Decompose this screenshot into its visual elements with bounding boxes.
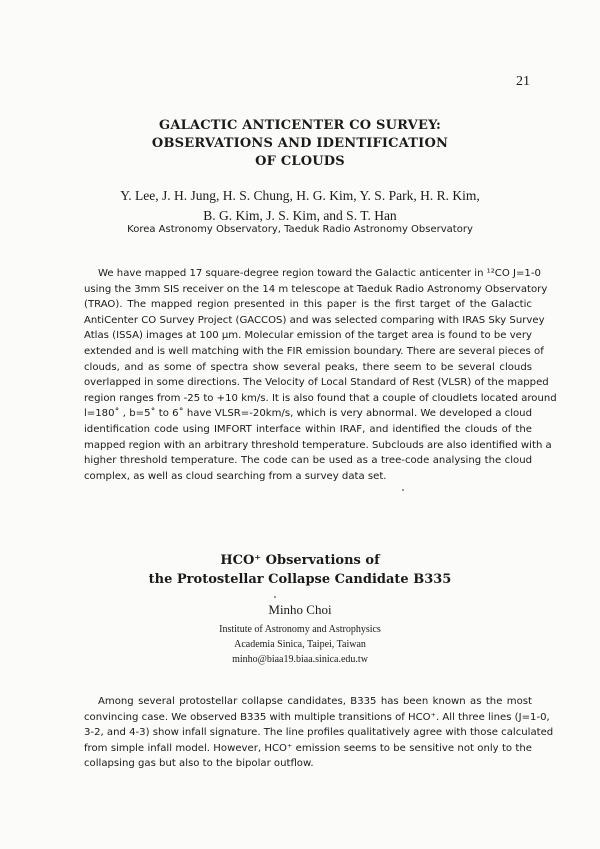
abstract-line: 3-2, and 4-3) show infall signature. The line profiles qualitatively agree with those calculated [84, 727, 554, 739]
paper2-title-line: HCO⁺ Observations of [220, 553, 380, 568]
abstract-line: extended and is well matching with the FIR emission boundary. There are several pieces of [84, 345, 544, 357]
abstract-line: convincing case. We observed B335 with multiple transitions of HCO⁺. All three lines (J=1-0, [84, 711, 550, 723]
abstract-line: higher threshold temperature. The code can be used as a tree-code analysing the cloud [84, 455, 532, 467]
abstract-line: (TRAO). The mapped region presented in this paper is the first target of the Galactic [84, 299, 532, 311]
abstract-line: clouds, and as some of spectra show several peaks, there seem to be several clouds [84, 361, 532, 373]
abstract-line: from simple infall model. However, HCO⁺ emission seems to be sensitive not only to the [84, 742, 532, 754]
paper1-affiliation: Korea Astronomy Observatory, Taeduk Radio Astronomy Observatory [127, 224, 473, 235]
abstract-line: Atlas (ISSA) images at 100 μm. Molecular emission of the target area is found to be very [84, 330, 532, 342]
paper2-title-line: the Protostellar Collapse Candidate B335 [148, 572, 452, 587]
abstract-line: collapsing gas but also to the bipolar outflow. [84, 758, 314, 770]
scan-speck [402, 489, 404, 491]
abstract-line: identification code using IMFORT interface within IRAF, and identified the clouds of the [84, 423, 532, 435]
paper2-affiliation [0, 622, 600, 667]
paper1-abstract [84, 266, 557, 484]
paper2-title [0, 551, 600, 589]
abstract-line: complex, as well as cloud searching from a survey data set. [84, 470, 387, 482]
paper1-title-line: OF CLOUDS [255, 154, 345, 169]
abstract-line: AntiCenter CO Survey Project (GACCOS) and was selected comparing with IRAS Sky Survey [84, 314, 545, 326]
paper2-email: minho@biaa19.biaa.sinica.edu.tw [232, 654, 368, 665]
abstract-line: region ranges from -25 to +10 km/s. It is also found that a couple of cloudlets located around [84, 392, 557, 404]
scan-speck [274, 596, 276, 598]
paper1-author-line: Y. Lee, J. H. Jung, H. S. Chung, H. G. Kim, Y. S. Park, H. R. Kim, [120, 188, 480, 203]
paper2-author: Minho Choi [268, 602, 332, 617]
abstract-line: mapped region with an arbitrary threshold temperature. Subclouds are also identified with a [84, 439, 552, 451]
paper1-title-line: OBSERVATIONS AND IDENTIFICATION [151, 136, 449, 151]
page-number: 21 [516, 74, 530, 89]
paper2-abstract [84, 694, 554, 772]
paper1-authors [0, 186, 600, 226]
abstract-line: l=180˚ , b=5˚ to 6˚ have VLSR=-20km/s, which is very abnormal. We developed a cloud [84, 408, 532, 420]
paper2-affiliation-line: Academia Sinica, Taipei, Taiwan [234, 639, 366, 650]
paper1-title-line: GALACTIC ANTICENTER CO SURVEY: [159, 118, 441, 133]
abstract-line: overlapped in some directions. The Velocity of Local Standard of Rest (VLSR) of the mapped [84, 377, 549, 389]
abstract-line: using the 3mm SIS receiver on the 14 m telescope at Taeduk Radio Astronomy Observatory [84, 283, 548, 295]
paper1-title [0, 117, 600, 171]
abstract-line: Among several protostellar collapse candidates, B335 has been known as the most [98, 696, 532, 707]
paper2-affiliation-line: Institute of Astronomy and Astrophysics [219, 624, 381, 635]
paper1-author-line: B. G. Kim, J. S. Kim, and S. T. Han [203, 208, 397, 223]
abstract-line: We have mapped 17 square-degree region toward the Galactic anticenter in ¹²CO J=1-0 [98, 268, 541, 279]
